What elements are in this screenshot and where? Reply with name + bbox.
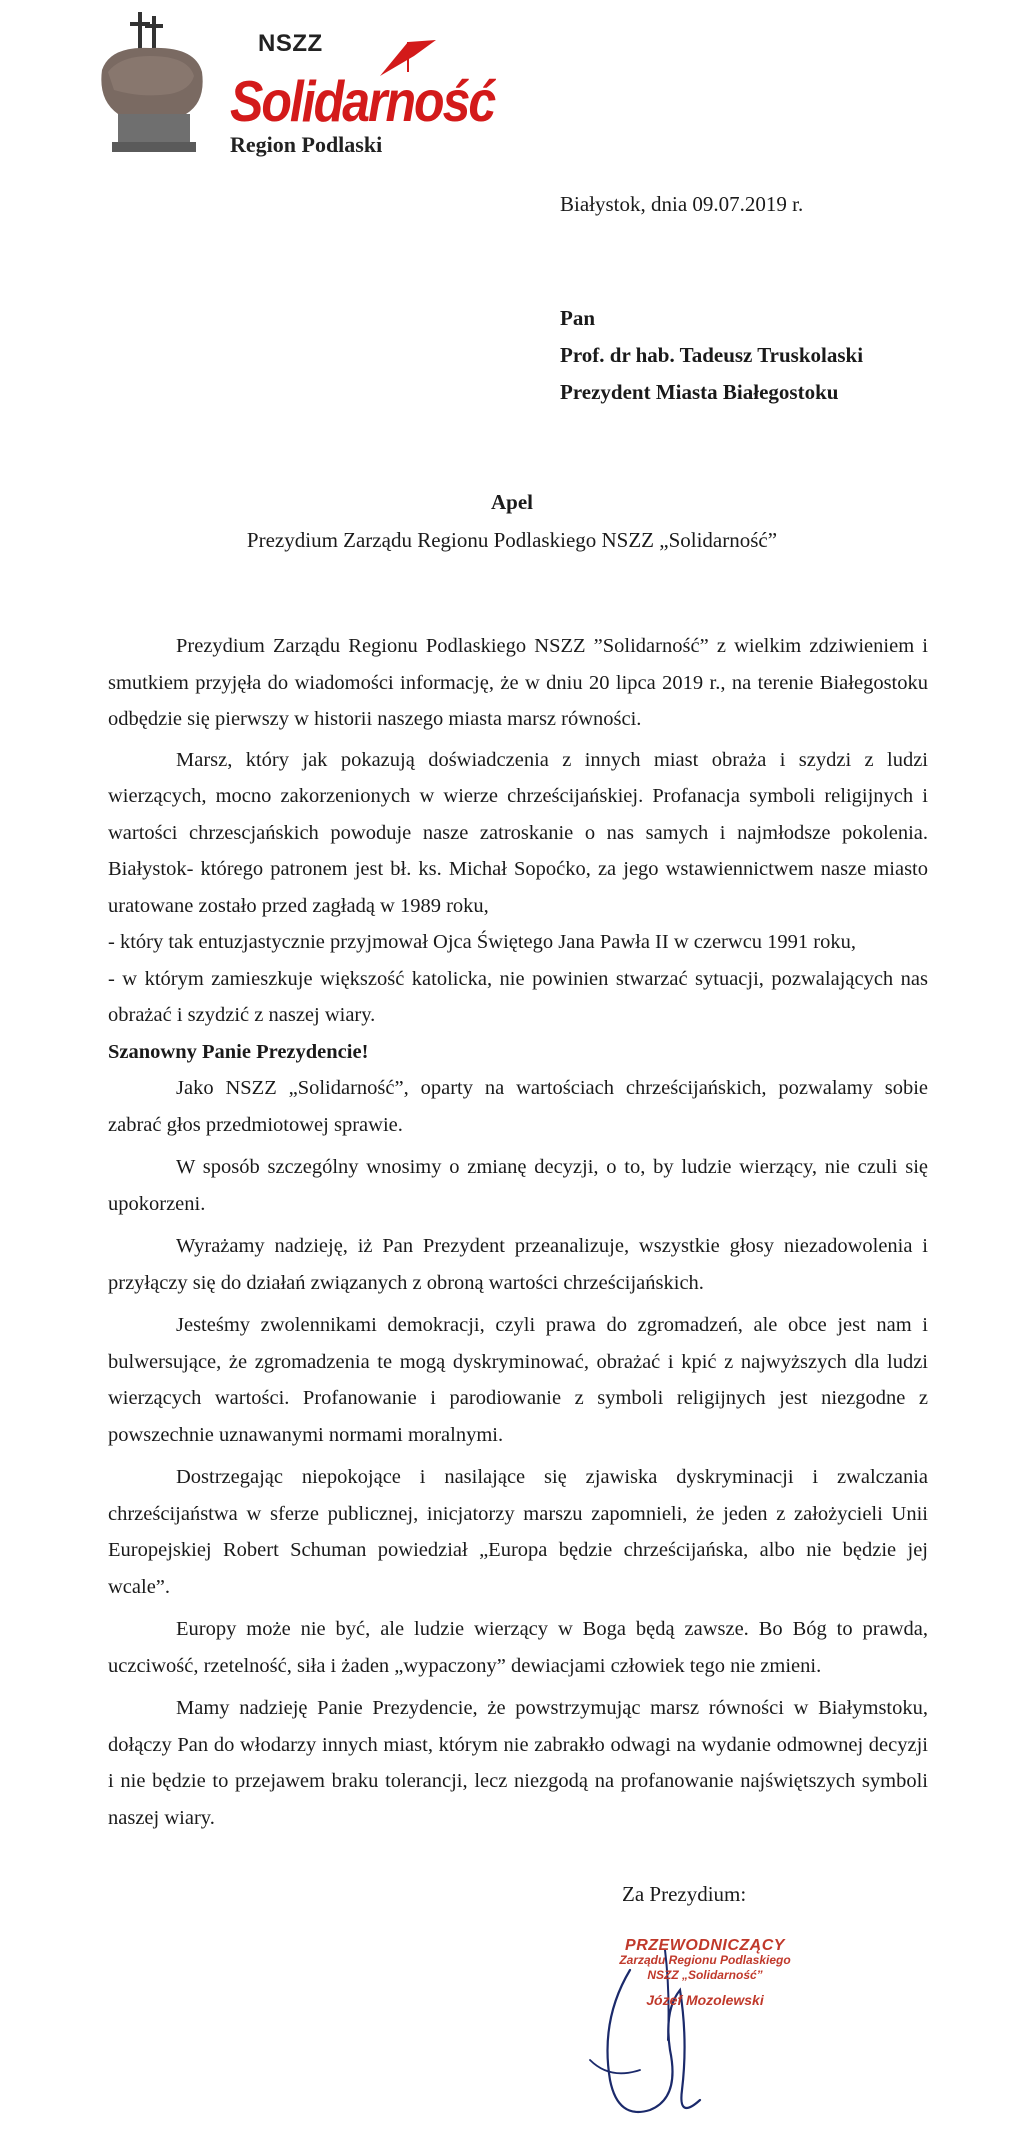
addressee-name: Prof. dr hab. Tadeusz Truskolaski: [560, 343, 864, 367]
paragraph: Prezydium Zarządu Regionu Podlaskiego NSZZ ”Solidarność” z wielkim zdziwieniem i smutkiem przyjęła do wiadomości informację, że w dniu 20 lipca 2019 r., na terenie Białegostoku odbędzie się pierwszy w historii naszego miasta marsz równości.: [108, 635, 928, 730]
solidarnosc-logo: [90, 10, 495, 160]
paragraph: - w którym zamieszkuje większość katolicka, nie powinien stwarzać sytuacji, pozwalających nas obrażać i szydzić z naszej wiary.: [108, 967, 928, 1026]
stamp-title: PRZEWODNICZĄCY: [625, 1937, 785, 1954]
official-stamp: [590, 1938, 820, 2008]
paragraph: Mamy nadzieję Panie Prezydencie, że powstrzymując marsz równości w Białymstoku, dołączy Pan do włodarzy innych miast, którym nie zabrakło odwagi na wydanie odmownej decyzji i nie będzie to przejawem braku tolerancji, lecz niezgodą na profanowanie najświętszych symboli naszej wiary.: [108, 1697, 928, 1829]
salutation: Szanowny Panie Prezydencie!: [108, 1040, 369, 1063]
monument-icon: [90, 10, 230, 160]
letter-date: Białystok, dnia 09.07.2019 r.: [560, 192, 804, 216]
paragraph: Jako NSZZ „Solidarność”, oparty na wartościach chrześcijańskich, pozwalamy sobie zabrać głos przedmiotowej sprawie.: [108, 1077, 928, 1136]
logo-nszz-text: NSZZ: [258, 30, 323, 57]
logo-wordmark: Solidarność: [230, 69, 495, 134]
paragraph: Marsz, który jak pokazują doświadczenia z innych miast obraża i szydzi z ludzi wierzących, mocno zakorzenionych w wierze chrześcijańskiej. Profanacja symboli religijnych i wartości chrzescjańskich powoduje nasze zatroskanie o nas samych i najmłodsze pokolenia. Białystok- którego patronem jest bł. ks. Michał Sopoćko, za jego wstawiennictwem nasze miasto uratowane zostało przed zagładą w 1989 roku,: [108, 748, 928, 917]
document-title: Apel: [491, 490, 533, 514]
paragraph: Jesteśmy zwolennikami demokracji, czyli prawa do zgromadzeń, ale obce jest nam i bulwersujące, że zgromadzenia te mogą dyskryminować, obrażać i kpić z najwyższych dla ludzi wierzących wartości. Profanowanie i parodiowanie z symboli religijnych jest niezgodne z powszechnie uznawanymi normami moralnymi.: [108, 1314, 928, 1446]
letter-body: [108, 628, 928, 1836]
document-subtitle: Prezydium Zarządu Regionu Podlaskiego NSZZ „Solidarność”: [246, 528, 778, 552]
addressee-title: Prezydent Miasta Białegostoku: [560, 380, 839, 404]
paragraph: Dostrzegając niepokojące i nasilające się zjawiska dyskryminacji i zwalczania chrześcijaństwa w sferze publicznej, inicjatorzy marszu zapomnieli, że jeden z założycieli Unii Europejskiej Robert Schuman powiedział „Europa będzie chrześcijańska, albo nie będzie jej wcale”.: [108, 1466, 928, 1598]
logo-region-text: Region Podlaski: [230, 132, 383, 157]
stamp-name: Józef Mozolewski: [646, 1992, 764, 2008]
signoff-label: Za Prezydium:: [622, 1882, 747, 1906]
addressee-block: [560, 300, 863, 411]
paragraph: - który tak entuzjastycznie przyjmował Ojca Świętego Jana Pawła II w czerwcu 1991 roku,: [108, 931, 856, 953]
paragraph: W sposób szczególny wnosimy o zmianę decyzji, o to, by ludzie wierzący, nie czuli się upokorzeni.: [108, 1156, 928, 1215]
paragraph: Wyrażamy nadzieję, iż Pan Prezydent przeanalizuje, wszystkie głosy niezadowolenia i przyłączy się do działań związanych z obroną wartości chrześcijańskich.: [108, 1235, 928, 1294]
stamp-union: NSZZ „Solidarność”: [647, 1968, 763, 1982]
stamp-org: Zarządu Regionu Podlaskiego: [619, 1953, 791, 1967]
paragraph: Europy może nie być, ale ludzie wierzący w Boga będą zawsze. Bo Bóg to prawda, uczciwość, rzetelność, siła i żaden „wypaczony” dewiacjami człowiek tego nie zmieni.: [108, 1618, 928, 1677]
addressee-line: Pan: [560, 306, 596, 330]
